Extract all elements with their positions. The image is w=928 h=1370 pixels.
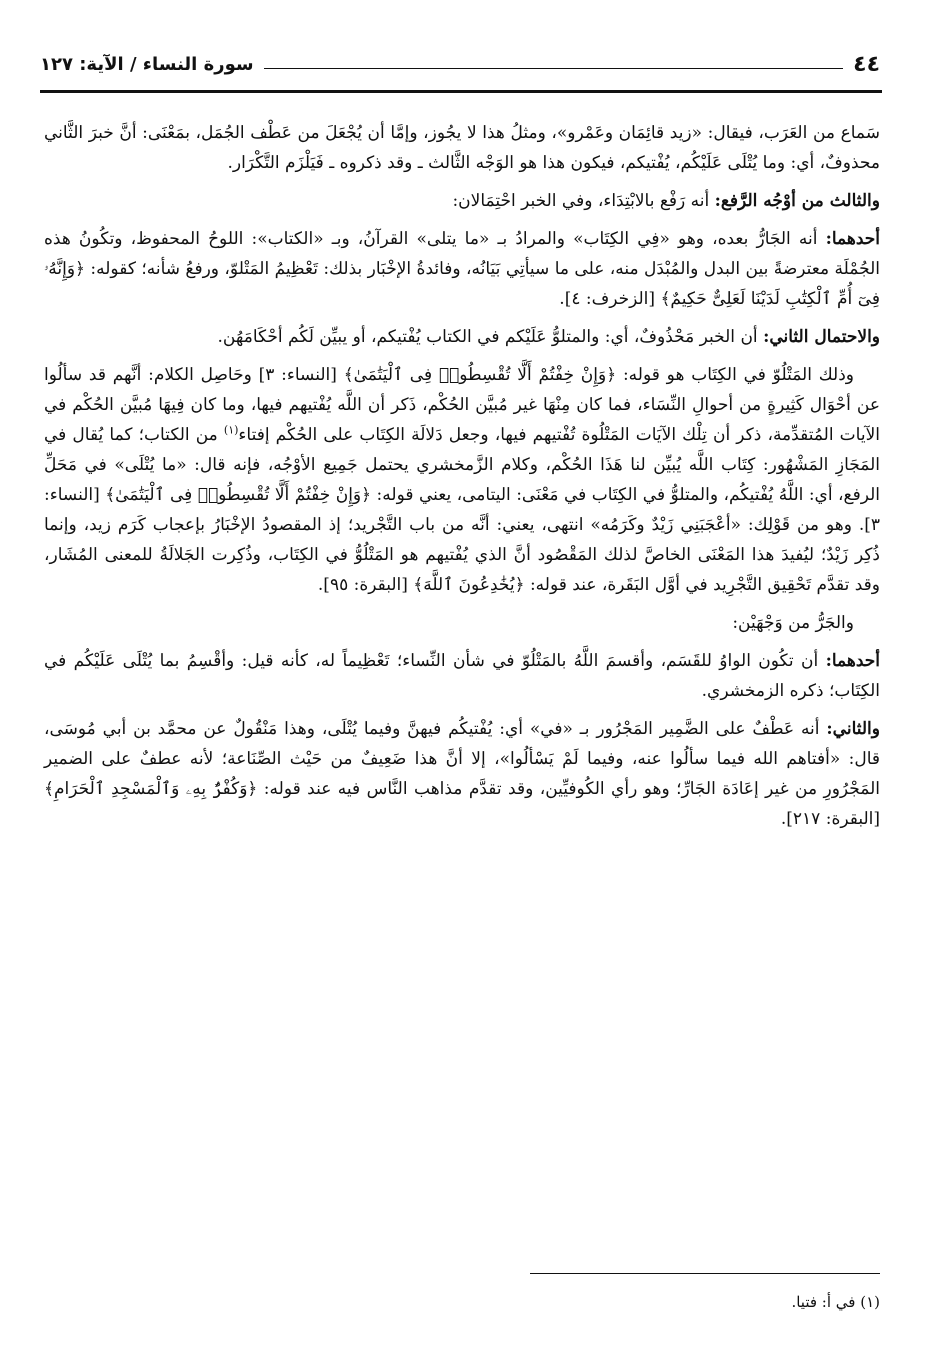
footnote-text: (١) في أ: فتيا. (791, 1293, 880, 1311)
paragraph-heading: والثاني: (826, 719, 880, 739)
main-text (44, 118, 880, 842)
paragraph (44, 224, 880, 314)
paragraph-heading: والثالث من أوْجُه الرَّفع: (714, 191, 880, 211)
paragraph (44, 118, 880, 178)
running-title: سورة النساء / الآية: ١٢٧ (40, 53, 254, 75)
paragraph (44, 608, 880, 638)
paragraph-heading: أحدهما: (825, 229, 880, 249)
paragraph-text: أنه الجَارُّ بعده، وهو «فِي الكِتَاب» والمرادُ بـ «ما يتلى» القرآنُ، وبـ «الكتاب»: اللوحُ المحفوظ، وتكُونُ هذه الجُمْلَة معترضةً بين البدل والمُبْدَل منه، على ما سيأتِي بَيَانُه، وفائدةُ الإخْبَار بذلك: تَعْظِيمُ المَتْلوّ، ورفعُ شأنه؛ كقوله: ﴿وَإِنَّهُۥ فِىٓ أُمِّ ٱلْكِتَٰبِ لَدَيْنَا لَعَلِىٌّ حَكِيمٌ﴾ [الزخرف: ٤]. (44, 229, 880, 309)
paragraph-text: أن تكُون الواوُ للقَسَم، وأقسمَ اللَّهُ بالمَتْلُوّ في شأن النِّساء؛ تَعْظِيماً له، كأنه قيل: وأقْسِمُ بما يُتْلَى عَلَيْكُم في الكِتَاب؛ ذكره الزمخشري. (44, 651, 880, 701)
paragraph (44, 714, 880, 834)
paragraph-text: سَماع من العَرَب، فيقال: «زيد قائِمَان وعَمْرو»، ومثلُ هذا لا يجُوز، وإمَّا أن يُجْعَلَ من عَطْف الجُمَل، بمَعْنَى: أنَّ خبرَ الثَّاني محذوفٌ، أي: وما يُتْلَى عَلَيْكُم، يُفْتيكم، فيكون هذا هو الوَجْه الثَّالث ـ وقد ذكروه ـ فَيَلْزَم التَّكْرَار. (44, 123, 880, 173)
page-header (40, 44, 880, 84)
paragraph-text: وذلك المَتْلُوّ في الكِتَاب هو قوله: ﴿وَإِنْ خِفْتُمْ أَلَّا تُقْسِطُوا۟ فِى ٱلْيَتَٰمَىٰ﴾ [النساء: ٣] وحَاصِل الكلام: أنَّهم قد سألُوا عن أحْوَال كَثِيرةٍ من أحوالِ النِّسَاء، فما كان مِنْهَا غير مُبيَّن الحُكْم، ذَكر أن اللَّه يُفْتيهم فيها، وما كان فِيهَا مُبيَّن الحُكْم في الآيات المُتقدِّمة، ذكر أن تِلْك الآيَات المَتْلُوة تُفْتيهم فيها، وجعل دَلالَة الكِتَاب على الحُكْم إفتاء (44, 365, 880, 445)
paragraph-text: أن الخبر مَحْذُوفٌ، أي: والمتلوُّ عَلَيْكم في الكتاب يُفْتيكم، أو يبيِّن لَكُم أحْكَامَهُن. (217, 327, 758, 347)
paragraph-heading: أحدهما: (825, 651, 880, 671)
paragraph-text: والجَرُّ من وَجْهَيْن: (732, 613, 854, 633)
paragraph-text: أنه عَطْفٌ على الضَّمِير المَجْرُور بـ «في» أي: يُفْتيكُم فيهنَّ وفيما يُتْلَى، وهذا مَنْقُولٌ عن محمَّد بن أبي مُوسَى، قال: «أفتاهم الله فيما سألُوا عنه، وفيما لَمْ يَسْألُوا»، إلا أنَّ هذا ضَعِيفٌ من حَيْث الصِّنَاعة؛ لأنه عطفٌ على الضمير المَجْرُورِ من غير إعَادَة الجَارِّ؛ وهو رأي الكُوفيِّين، وقد تقدَّم مذاهب النَّاس فيه عند قوله: ﴿وَكُفْرٌۢ بِهِۦ وَٱلْمَسْجِدِ ٱلْحَرَامِ﴾ [البقرة: ٢١٧]. (44, 719, 880, 829)
footnote-reference[interactable]: (١) (223, 423, 239, 437)
paragraph (44, 322, 880, 352)
footnote-divider (530, 1273, 880, 1274)
paragraph (44, 186, 880, 216)
paragraph-text: أنه رَفْع بالابْتِدَاء، وفي الخبر احْتِمَالان: (452, 191, 710, 211)
paragraph (44, 360, 880, 600)
page-number: ٤٤ (853, 51, 880, 77)
paragraph (44, 646, 880, 706)
paragraph-heading: والاحتمال الثاني: (763, 327, 880, 347)
paragraph-text-continued: من الكتاب؛ كما يُقال في المَجَازِ المَشْهُور: كِتَاب اللَّه يُبيِّن لنا هَذَا الحُكْم، وكلام الزَّمخشري يحتمل جَمِيع الأوْجُه، فإنه قال: «ما يُتْلَى» في مَحَلِّ الرفع، أي: اللَّهُ يُفْتيكُم، والمتلوُّ في الكِتَاب في مَعْنَى: اليتامى، يعني قوله: ﴿وَإِنْ خِفْتُمْ أَلَّا تُقْسِطُوا۟ فِى ٱلْيَتَٰمَىٰ﴾ [النساء: ٣]. وهو من قَوْلِك: «أعْجَبَنِي زَيْدٌ وكَرَمُه» انتهى، يعني: أنَّه من باب التَّجْريد؛ إذ المقصودُ الإخْبَارُ بإعجاب كَرَم زيد، وإنما ذُكِر زَيْدٌ؛ ليُفيدَ هذا المَعْنَى الخاصَّ لذلك المَقْصُود أنَّ الذي يُفْتيهم هو المَتْلُوُّ في الكِتَاب، وذُكِرت الجَلالَةُ للمعنى المُشَار، وقد تقدَّم تَحْقِيق التَّجْرِيد في أوَّل البَقَرة، عند قوله: ﴿يُخَٰدِعُونَ ٱللَّهَ﴾ [البقرة: ٩٥]. (44, 425, 880, 595)
header-rule (40, 90, 882, 93)
footnote (44, 1290, 880, 1314)
header-divider (264, 68, 844, 69)
